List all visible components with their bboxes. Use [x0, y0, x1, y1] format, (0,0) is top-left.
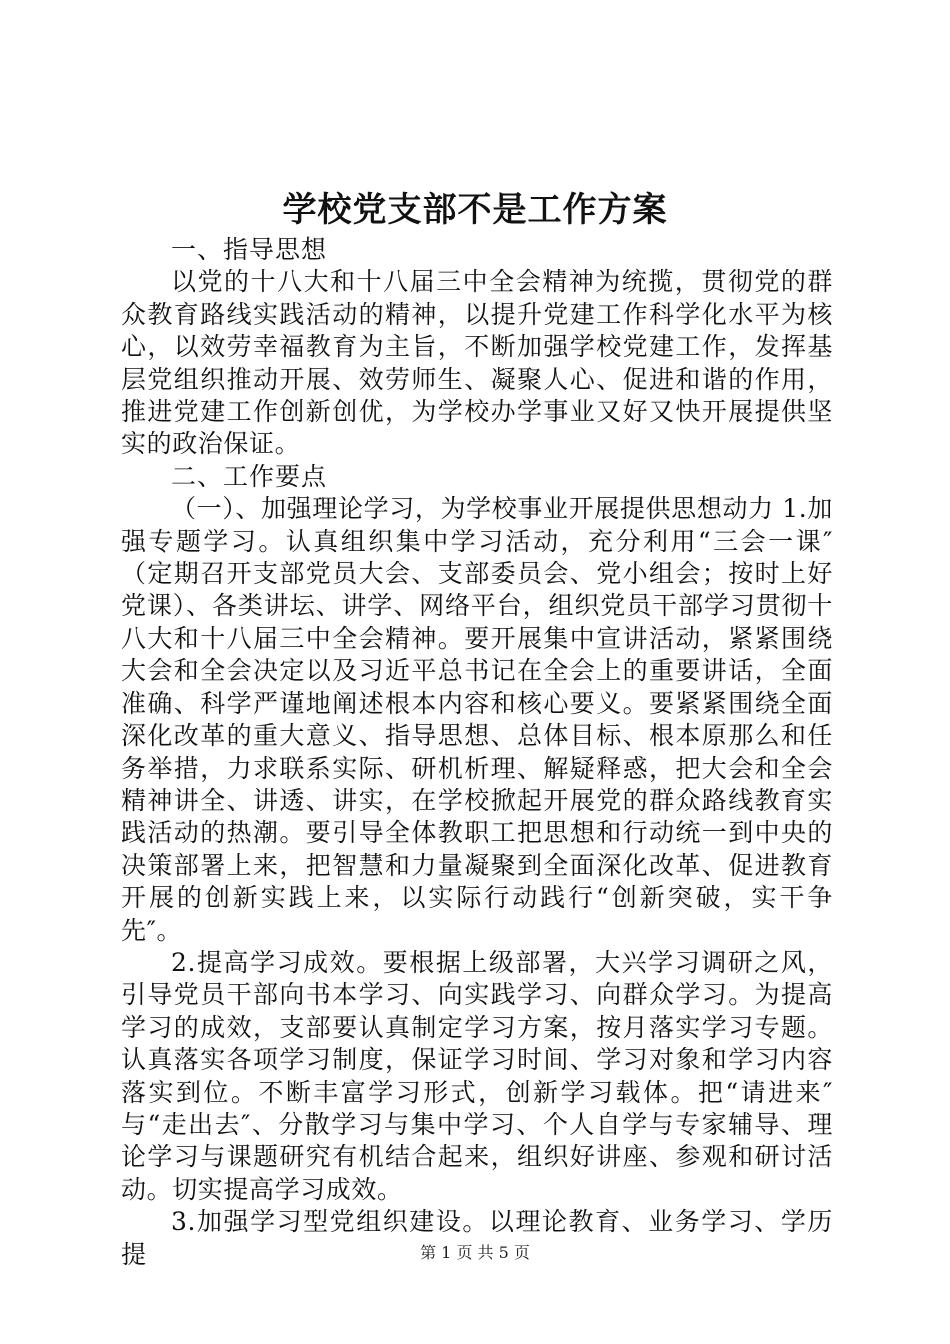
paragraph-theory-study: （一）、加强理论学习，为学校事业开展提供思想动力 1.加强专题学习。认真组织集中学习活动，充分利用“三会一课″（定期召开支部党员大会、支部委员会、党小组会；按时上好党课）、各类讲坛、讲学、网络平台，组织党员干部学习贯彻十八大和十八届三中全会精神。要开展集中宣讲活动，紧紧围绕大会和全会决定以及习近平总书记在全会上的重要讲话，全面准确、科学严谨地阐述根本内容和核心要义。要紧紧围绕全面深化改革的重大意义、指导思想、总体目标、根本原那么和任务举措，力求联系实际、研机析理、解疑释惑，把大会和全会精神讲全、讲透、讲实，在学校掀起开展党的群众路线教育实践活动的热潮。要引导全体教职工把思想和行动统一到中央的决策部署上来，把智慧和力量凝聚到全面深化改革、促进教育开展的创新实践上来，以实际行动践行“创新突破，实干争先″。	[121, 494, 833, 945]
section-heading-guiding-ideology: 一、指导思想	[171, 235, 328, 264]
paragraph-study-effectiveness: 2.提高学习成效。要根据上级部署，大兴学习调研之风，引导党员干部向书本学习、向实践学习、向群众学习。为提高学习的成效，支部要认真制定学习方案，按月落实学习专题。认真落实各项学习制度，保证学习时间、学习对象和学习内容落实到位。不断丰富学习形式，创新学习载体。把“请进来″与“走出去″、分散学习与集中学习、个人自学与专家辅导、理论学习与课题研究有机结合起来，组织好讲座、参观和研讨活动。切实提高学习成效。	[121, 947, 833, 1204]
document-title: 学校党支部不是工作方案	[282, 190, 668, 230]
page-number-footer: 第 1 页 共 5 页	[420, 1243, 530, 1262]
document-body	[121, 234, 833, 1271]
section-heading-work-points: 二、工作要点	[171, 461, 328, 491]
paragraph-guiding-ideology: 以党的十八大和十八届三中全会精神为统揽，贯彻党的群众教育路线实践活动的精神，以提升党建工作科学化水平为核心，以效劳幸福教育为主旨，不断加强学校党建工作，发挥基层党组织推动开展、效劳师生、凝聚人心、促进和谐的作用，推进党建工作创新创优，为学校办学事业又好又快开展提供坚实的政治保证。	[121, 267, 833, 459]
paragraph-learning-organization: 3.加强学习型党组织建设。以理论教育、业务学习、学历提	[121, 1207, 833, 1269]
